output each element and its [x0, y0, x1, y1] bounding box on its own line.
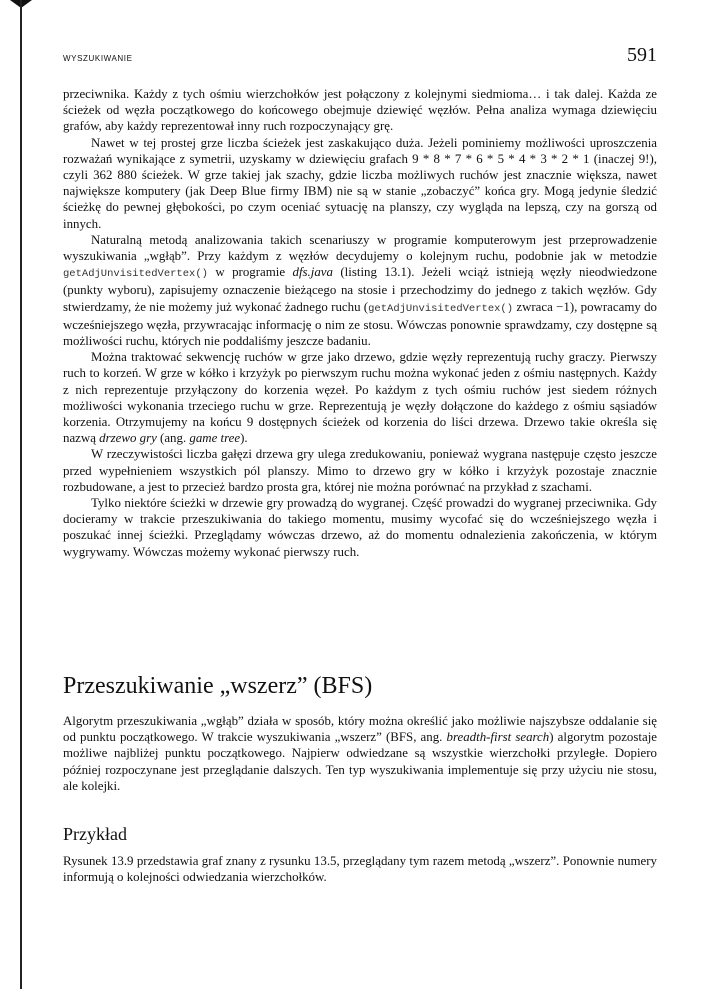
subsection-paragraph: Rysunek 13.9 przedstawia graf znany z rysunku 13.5, przeglądany tym razem metodą „wszerz”. Ponownie numery informują o kolejności odwiedzania wierzchołków. [63, 854, 657, 885]
paragraph-5: W rzeczywistości liczba gałęzi drzewa gry ulega zredukowaniu, ponieważ wygrana następuje często jeszcze przed wypełnieniem wszystkich pól planszy. Mimo to drzewo gry w kółko i krzyżyk pozostaje znacznie rozbudowane, a jest to przecież bardzo prosta gra, której nie można porównać na przykład z szachami. [63, 447, 657, 494]
file-name: dfs.java [292, 265, 333, 280]
paragraph-4: Można traktować sekwencję ruchów w grze jako drzewo, gdzie węzły reprezentują ruchy graczy. Pierwszy ruch to korzeń. W grze w kółko i krzyżyk po pierwszym ruchu można wykonać jeden z ośmiu następnych. Każdy z nich reprezentuje przyłączony do korzenia węzeł. Po każdym z tych ośmiu ruchów jest siedem różnych możliwości wykonania trzeciego ruchu w grze. Reprezentują je węzły dołączone do każdego z ośmiu sąsiadów korzenia. Otrzymujemy na końcu 9 dostępnych ścieżek od korzenia do liści drzewa. Drzewo takie określa się nazwą drzewo gry (ang. game tree). [63, 350, 657, 446]
paragraph-2: Nawet w tej prostej grze liczba ścieżek jest zaskakująco duża. Jeżeli pominiemy możliwości uproszczenia rozważań wynikające z symetrii, uzyskamy w dziewięciu grafach 9 * 8 * 7 * 6 * 5 * 4 * 3 * 2 * 1 (inaczej 9!), czyli 362 880 ścieżek. W grze takiej jak szachy, gdzie liczba możliwych ruchów jest znacznie większa, nawet największe komputery (jak Deep Blue firmy IBM) nie są w stanie „zobaczyć” końca gry. Mogą jedynie śledzić ścieżkę do pewnej głębokości, po czym oceniać sytuację na planszy, czy wygląda na lepszą, czy na gorszą od innych. [63, 135, 657, 231]
code-method: getAdjUnvisitedVertex() [63, 268, 208, 281]
paragraph-3: Naturalną metodą analizowania takich scenariuszy w programie komputerowym jest przeprowadzenie wyszukiwania „wgłąb”. Przy każdym z węzłów decydujemy o kolejnym ruchu, podobnie jak w metodzie getAdjUnvisitedVertex() w programie dfs.java (listing 13.1). Jeżeli wciąż istnieją węzły nieodwiedzone (punkty wyboru), zapisujemy oznaczenie bieżącego na stosie i przechodzimy do jednego z takich węzłów. Gdy stwierdzamy, że nie możemy już wykonać żadnego ruchu (getAdjUnvisitedVertex() zwraca −1), powracamy do wcześniejszego węzła, przywracając informację o nim ze stosu. Wówczas ponownie sprawdzamy, czy dostępne są możliwości ruchu, których nie poddaliśmy jeszcze badaniu. [63, 232, 657, 349]
running-title: WYSZUKIWANIE [63, 54, 133, 63]
section-heading: Przeszukiwanie „wszerz” (BFS) [63, 673, 373, 699]
term-english: breadth-first search [446, 730, 550, 745]
code-method: getAdjUnvisitedVertex() [368, 302, 514, 315]
section-paragraph: Algorytm przeszukiwania „wgłąb” działa w sposób, który można określić jako możliwie najszybsze oddalanie się od punktu początkowego. W trakcie wyszukiwania „wszerz” (BFS, ang. breadth-first search) algorytm pozostaje możliwe najbliżej punktu początkowego. Najpierw odwiedzane są wszystkie wierzchołki przyległe. Dopiero później rozpoczynane jest przeglądanie dalszych. Ten typ wyszukiwania implementuje się przy użyciu nie stosu, ale kolejki. [63, 714, 657, 793]
subsection-text [63, 853, 657, 885]
page-number: 591 [627, 44, 657, 66]
paragraph-6: Tylko niektóre ścieżki w drzewie gry prowadzą do wygranej. Część prowadzi do wygranej przeciwnika. Gdy docieramy w trakcie przeszukiwania do takiego momentu, musimy wycofać się do wcześniejszego węzła i poszukać innej ścieżki. Przeglądamy wówczas drzewo, aż do momentu odnalezienia zakończenia, w którym wygrywamy. Wówczas możemy wykonać pierwszy ruch. [63, 496, 657, 559]
term: drzewo gry [99, 431, 157, 446]
page-binding-edge [20, 0, 22, 989]
paragraph-1: przeciwnika. Każdy z tych ośmiu wierzchołków jest połączony z kolejnymi siedmioma… i tak dalej. Każda ze ścieżek od węzła początkowego do końcowego obejmuje dziewięć węzłów. Pełna analiza wymaga dziewięciu grafów, aby każdy reprezentował inny ruch rozpoczynający grę. [63, 87, 657, 134]
body-text [63, 86, 657, 560]
subsection-heading: Przykład [63, 824, 127, 844]
term-english: game tree [189, 431, 241, 446]
running-header [63, 44, 657, 67]
section-text [63, 713, 657, 794]
